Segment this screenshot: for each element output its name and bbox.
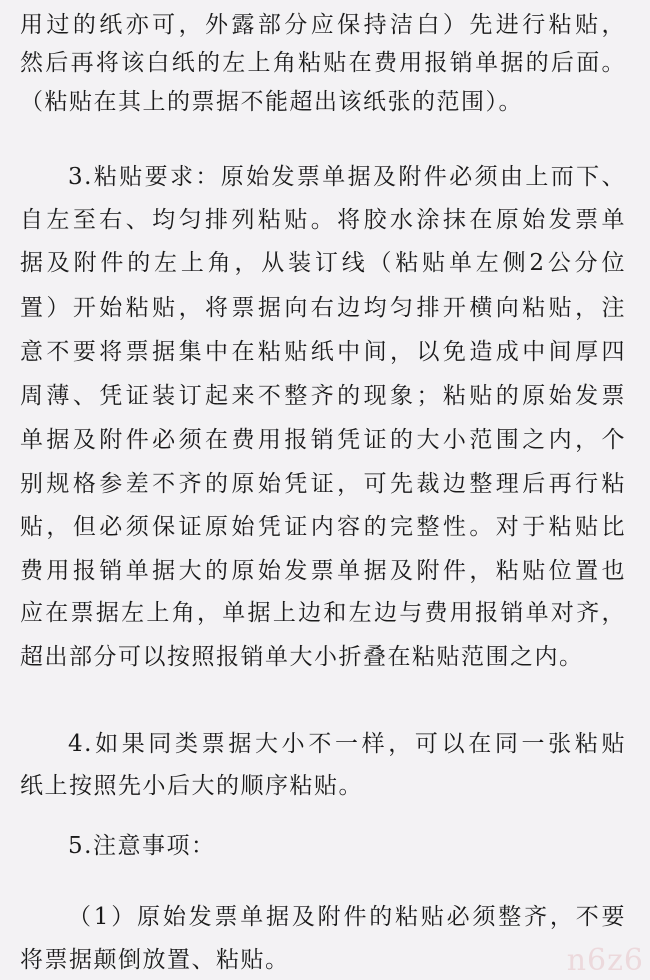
text-line: 用过的纸亦可，外露部分应保持洁白）先进行粘贴， <box>20 12 626 38</box>
text-line: 据及附件的左上角，从装订线（粘贴单左侧2公分位 <box>20 250 626 276</box>
text-line: 自左至右、均匀排列粘贴。将胶水涂抹在原始发票单 <box>20 207 626 233</box>
text-line: （粘贴在其上的票据不能超出该纸张的范围）。 <box>20 89 523 115</box>
text-line: 置）开始粘贴，将票据向右边均匀排开横向粘贴，注 <box>20 295 626 321</box>
text-line: 贴，但必须保证原始凭证内容的完整性。对于粘贴比 <box>20 514 626 540</box>
section-heading: 5.注意事项： <box>68 833 216 859</box>
text-line: 应在票据左上角，单据上边和左边与费用报销单对齐， <box>20 600 626 626</box>
text-line: （1）原始发票单据及附件的粘贴必须整齐，不要 <box>68 904 626 930</box>
text-line: 纸上按照先小后大的顺序粘贴。 <box>20 773 363 799</box>
text-line: 将票据颠倒放置、粘贴。 <box>20 947 290 973</box>
text-line: 单据及附件必须在费用报销凭证的大小范围之内，个 <box>20 427 626 453</box>
watermark: n6z6 <box>566 943 644 978</box>
text-line: 意不要将票据集中在粘贴纸中间，以免造成中间厚四 <box>20 339 626 365</box>
text-line: 4.如果同类票据大小不一样，可以在同一张粘贴 <box>68 731 626 757</box>
text-line: 别规格参差不齐的原始凭证，可先裁边整理后再行粘 <box>20 471 626 497</box>
text-line: 超出部分可以按照报销单大小折叠在粘贴范围之内。 <box>20 644 584 670</box>
text-line: 费用报销单据大的原始发票单据及附件，粘贴位置也 <box>20 558 626 584</box>
text-line: 3.粘贴要求：原始发票单据及附件必须由上而下、 <box>68 164 626 190</box>
text-line: 周薄、凭证装订起来不整齐的现象；粘贴的原始发票 <box>20 383 626 409</box>
text-line: 然后再将该白纸的左上角粘贴在费用报销单据的后面。 <box>20 50 626 76</box>
